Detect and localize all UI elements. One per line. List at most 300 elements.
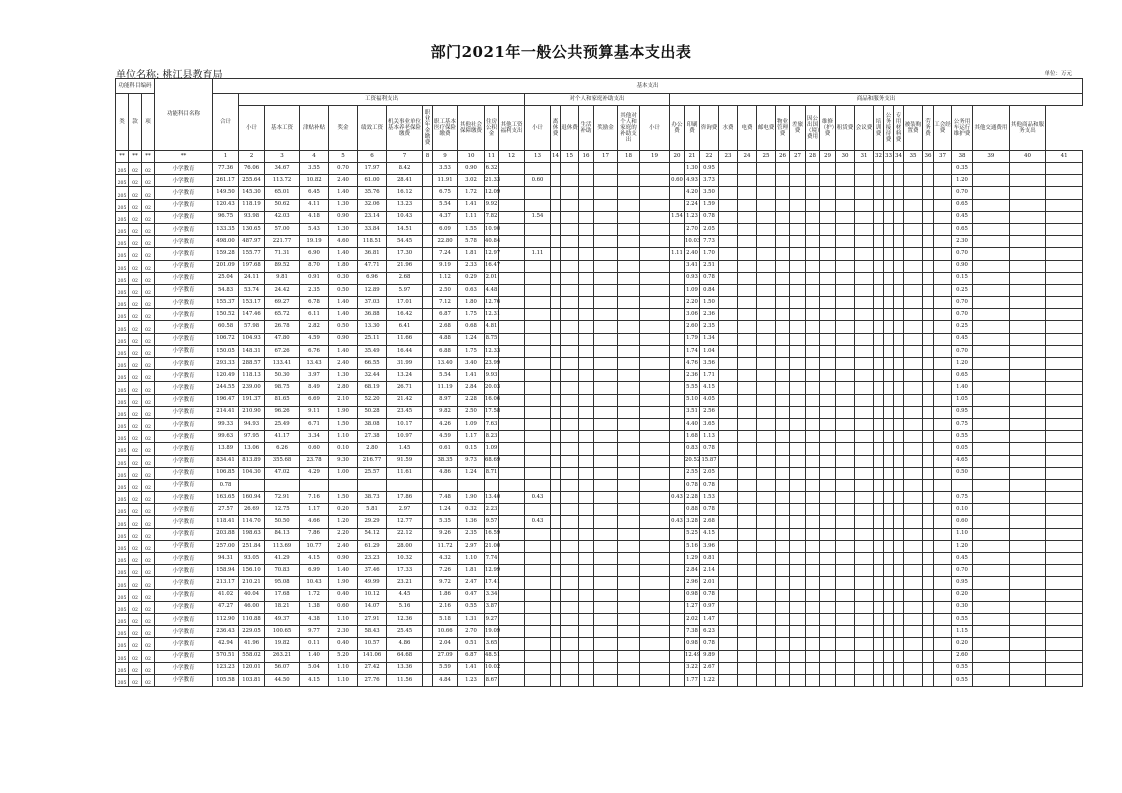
value-cell (820, 601, 836, 613)
value-cell (874, 321, 884, 333)
value-cell (820, 431, 836, 443)
kuan-code: 02 (129, 431, 142, 443)
value-cell (904, 370, 923, 382)
value-cell (618, 553, 640, 565)
value-cell (1046, 577, 1083, 589)
value-cell (1009, 175, 1046, 187)
value-cell: 236.43 (213, 626, 239, 638)
value-cell: 112.90 (213, 613, 239, 625)
value-cell: 0.60 (952, 516, 973, 528)
value-cell: 9.77 (300, 626, 329, 638)
value-cell: 31.99 (387, 358, 423, 370)
value-cell (551, 370, 561, 382)
value-cell: 10.03 (685, 236, 700, 248)
value-cell (579, 626, 594, 638)
func-name-cell: 小学教育 (155, 418, 213, 430)
value-cell (923, 406, 934, 418)
value-cell (738, 321, 757, 333)
value-cell (499, 601, 525, 613)
value-cell: 33.84 (358, 223, 387, 235)
value-cell (579, 443, 594, 455)
lei-code: 205 (116, 467, 129, 479)
value-cell (525, 577, 551, 589)
value-cell: 1.50 (329, 492, 358, 504)
value-cell: 0.88 (685, 504, 700, 516)
value-cell: 0.30 (952, 601, 973, 613)
kuan-code: 02 (129, 406, 142, 418)
value-cell (594, 553, 618, 565)
value-cell (423, 199, 433, 211)
value-cell: 89.52 (265, 260, 300, 272)
value-cell (806, 467, 820, 479)
value-cell (579, 223, 594, 235)
value-cell (1046, 406, 1083, 418)
unit-name: 单位名称: 桃江县教育局 (116, 70, 223, 81)
value-cell: 6.26 (265, 443, 300, 455)
value-cell (738, 163, 757, 175)
value-cell (579, 309, 594, 321)
value-cell (836, 382, 855, 394)
kuan-code: 02 (129, 187, 142, 199)
value-cell (551, 345, 561, 357)
func-name-cell: 小学教育 (155, 394, 213, 406)
value-cell (757, 260, 776, 272)
value-cell: 17.01 (387, 297, 423, 309)
value-cell (923, 516, 934, 528)
lei-code: 205 (116, 236, 129, 248)
value-cell: 3.22 (685, 662, 700, 674)
value-cell (1009, 333, 1046, 345)
value-cell (923, 589, 934, 601)
lei-code: 205 (116, 577, 129, 589)
value-cell (836, 650, 855, 662)
value-cell (1009, 236, 1046, 248)
value-cell (790, 199, 806, 211)
col-header-39: 其他交通费用 (973, 106, 1010, 151)
value-cell (670, 297, 685, 309)
value-cell (579, 382, 594, 394)
value-cell: 0.78 (700, 479, 719, 491)
value-cell: 257.00 (213, 540, 239, 552)
value-cell (640, 418, 670, 430)
value-cell: 48.51 (485, 650, 499, 662)
value-cell (670, 382, 685, 394)
value-cell: 5.97 (387, 284, 423, 296)
value-cell (670, 199, 685, 211)
value-cell: 4.59 (433, 431, 458, 443)
value-cell (806, 601, 820, 613)
value-cell (525, 260, 551, 272)
xiang-code: 02 (142, 163, 155, 175)
value-cell: 27.38 (358, 431, 387, 443)
value-cell: 0.10 (952, 504, 973, 516)
xiang-code: 02 (142, 260, 155, 272)
value-cell: 1.30 (329, 223, 358, 235)
func-name-cell: 小学教育 (155, 236, 213, 248)
value-cell (1046, 565, 1083, 577)
value-cell (855, 406, 874, 418)
value-cell (836, 175, 855, 187)
value-cell (806, 504, 820, 516)
value-cell: 21.33 (485, 175, 499, 187)
value-cell (499, 674, 525, 686)
value-cell: 2.80 (358, 443, 387, 455)
value-cell (884, 382, 894, 394)
value-cell: 6.09 (433, 223, 458, 235)
value-cell: 6.23 (700, 626, 719, 638)
value-cell (757, 163, 776, 175)
value-cell (855, 358, 874, 370)
value-cell: 2.10 (329, 394, 358, 406)
value-cell (757, 272, 776, 284)
value-cell: 1.09 (458, 418, 485, 430)
value-cell (934, 613, 952, 625)
value-cell (579, 553, 594, 565)
value-cell (776, 467, 790, 479)
value-cell (776, 163, 790, 175)
table-row (116, 260, 1083, 272)
value-cell: 25.57 (358, 467, 387, 479)
value-cell: 813.89 (239, 455, 265, 467)
value-cell (973, 613, 1010, 625)
value-cell (525, 589, 551, 601)
xiang-code: 02 (142, 589, 155, 601)
value-cell: 1.77 (685, 674, 700, 686)
value-cell (973, 479, 1010, 491)
value-cell: 10.43 (300, 577, 329, 589)
value-cell (973, 175, 1010, 187)
value-cell: 120.01 (239, 662, 265, 674)
value-cell: 1.34 (700, 333, 719, 345)
lei-code: 205 (116, 479, 129, 491)
value-cell: 17.30 (387, 248, 423, 260)
value-cell (820, 638, 836, 650)
value-cell (1046, 394, 1083, 406)
value-cell (874, 309, 884, 321)
value-cell (806, 589, 820, 601)
value-cell (884, 443, 894, 455)
lei-header: 类 (116, 94, 129, 151)
value-cell (855, 516, 874, 528)
value-cell: 0.78 (685, 479, 700, 491)
value-cell: 0.81 (700, 553, 719, 565)
value-cell (670, 370, 685, 382)
value-cell: 12.97 (485, 248, 499, 260)
value-cell: 4.37 (433, 211, 458, 223)
value-cell: 1.75 (458, 345, 485, 357)
value-cell (499, 613, 525, 625)
value-cell (551, 260, 561, 272)
table-row (116, 211, 1083, 223)
value-cell: 4.40 (685, 418, 700, 430)
value-cell (499, 309, 525, 321)
value-cell (551, 321, 561, 333)
value-cell (836, 467, 855, 479)
xiang-code: 02 (142, 553, 155, 565)
value-cell (776, 626, 790, 638)
value-cell (670, 333, 685, 345)
value-cell (973, 601, 1010, 613)
xiang-code: 02 (142, 223, 155, 235)
value-cell (738, 650, 757, 662)
value-cell (904, 431, 923, 443)
value-cell (738, 358, 757, 370)
value-cell (618, 455, 640, 467)
value-cell: 1.15 (952, 626, 973, 638)
value-cell (1009, 589, 1046, 601)
value-cell (719, 626, 738, 638)
value-cell (855, 297, 874, 309)
value-cell (561, 455, 579, 467)
value-cell (934, 321, 952, 333)
value-cell (499, 577, 525, 589)
value-cell (790, 650, 806, 662)
value-cell: 1.23 (685, 211, 700, 223)
value-cell (670, 321, 685, 333)
value-cell (855, 187, 874, 199)
value-cell: 3.51 (685, 406, 700, 418)
value-cell: 17.41 (485, 577, 499, 589)
value-cell (719, 674, 738, 686)
value-cell (904, 540, 923, 552)
table-row (116, 638, 1083, 650)
value-cell (806, 577, 820, 589)
value-cell (934, 236, 952, 248)
value-cell (1009, 406, 1046, 418)
col-header-32: 培训费 (874, 106, 884, 151)
value-cell (640, 370, 670, 382)
value-cell (820, 223, 836, 235)
value-cell (790, 443, 806, 455)
value-cell: 22.12 (387, 528, 423, 540)
xiang-code: 02 (142, 431, 155, 443)
value-cell (561, 333, 579, 345)
value-cell (757, 309, 776, 321)
value-cell (757, 613, 776, 625)
func-name-cell: 小学教育 (155, 516, 213, 528)
value-cell: 57.98 (239, 321, 265, 333)
value-cell (855, 601, 874, 613)
col-header-23: 水费 (719, 106, 738, 151)
value-cell (1009, 358, 1046, 370)
col-index-31: 31 (855, 151, 874, 163)
value-cell (594, 601, 618, 613)
value-cell: 2.97 (387, 504, 423, 516)
value-cell (670, 272, 685, 284)
value-cell (904, 187, 923, 199)
value-cell (790, 565, 806, 577)
value-cell (738, 638, 757, 650)
value-cell (934, 199, 952, 211)
value-cell (738, 345, 757, 357)
value-cell (1046, 333, 1083, 345)
col-header-37: 工会经费 (934, 106, 952, 151)
value-cell (525, 601, 551, 613)
xiang-code: 02 (142, 650, 155, 662)
value-cell (820, 272, 836, 284)
col-header-3: 基本工资 (265, 106, 300, 151)
value-cell (551, 528, 561, 540)
value-cell (790, 516, 806, 528)
value-cell (934, 370, 952, 382)
value-cell (423, 443, 433, 455)
value-cell (1046, 455, 1083, 467)
value-cell (820, 443, 836, 455)
value-cell (579, 333, 594, 345)
value-cell: 24.42 (265, 284, 300, 296)
value-cell: 0.95 (952, 406, 973, 418)
value-cell: 0.78 (213, 479, 239, 491)
value-cell (594, 272, 618, 284)
col-index-40: 40 (1009, 151, 1046, 163)
value-cell (1046, 358, 1083, 370)
value-cell (640, 284, 670, 296)
value-cell (923, 345, 934, 357)
value-cell (776, 455, 790, 467)
value-cell: 1.10 (952, 528, 973, 540)
kuan-code: 02 (129, 321, 142, 333)
value-cell (874, 297, 884, 309)
lei-code: 205 (116, 443, 129, 455)
value-cell (973, 309, 1010, 321)
value-cell (820, 479, 836, 491)
value-cell: 293.33 (213, 358, 239, 370)
value-cell (738, 443, 757, 455)
value-cell (757, 589, 776, 601)
value-cell (1009, 455, 1046, 467)
value-cell (738, 236, 757, 248)
value-cell: 35.49 (358, 345, 387, 357)
value-cell: 9.72 (433, 577, 458, 589)
value-cell (423, 650, 433, 662)
value-cell: 0.98 (685, 589, 700, 601)
value-cell (776, 638, 790, 650)
value-cell: 1.05 (952, 394, 973, 406)
value-cell (790, 382, 806, 394)
lei-code: 205 (116, 284, 129, 296)
value-cell: 1.54 (525, 211, 551, 223)
value-cell (874, 223, 884, 235)
value-cell (836, 589, 855, 601)
value-cell: 10.43 (387, 211, 423, 223)
value-cell: 54.45 (387, 236, 423, 248)
value-cell (738, 540, 757, 552)
func-name-cell: 小学教育 (155, 589, 213, 601)
value-cell: 96.75 (213, 211, 239, 223)
value-cell (670, 479, 685, 491)
value-cell (894, 260, 904, 272)
value-cell (640, 406, 670, 418)
value-cell: 0.35 (952, 163, 973, 175)
value-cell: 133.41 (265, 358, 300, 370)
value-cell (874, 260, 884, 272)
value-cell (820, 504, 836, 516)
table-row (116, 345, 1083, 357)
value-cell (776, 345, 790, 357)
value-cell (1009, 662, 1046, 674)
value-cell: 197.68 (239, 260, 265, 272)
value-cell: 0.70 (952, 345, 973, 357)
value-cell (855, 431, 874, 443)
value-cell: 6.32 (485, 163, 499, 175)
value-cell (923, 467, 934, 479)
value-cell (594, 321, 618, 333)
value-cell (806, 358, 820, 370)
value-cell: 0.60 (670, 175, 685, 187)
value-cell (738, 199, 757, 211)
value-cell: 2.96 (685, 577, 700, 589)
value-cell: 54.12 (358, 528, 387, 540)
value-cell (934, 309, 952, 321)
value-cell (640, 211, 670, 223)
value-cell (874, 187, 884, 199)
value-cell: 5.16 (685, 540, 700, 552)
value-cell (934, 455, 952, 467)
value-cell (934, 333, 952, 345)
value-cell (904, 175, 923, 187)
value-cell (618, 382, 640, 394)
table-row (116, 565, 1083, 577)
value-cell (923, 650, 934, 662)
value-cell (820, 260, 836, 272)
value-cell (594, 455, 618, 467)
value-cell (855, 223, 874, 235)
value-cell: 2.14 (700, 565, 719, 577)
value-cell (1046, 516, 1083, 528)
value-cell (757, 443, 776, 455)
value-cell: 1.40 (300, 650, 329, 662)
value-cell: 1.29 (685, 553, 700, 565)
value-cell: 229.05 (239, 626, 265, 638)
value-cell: 0.40 (329, 589, 358, 601)
value-cell (525, 431, 551, 443)
value-cell (855, 455, 874, 467)
value-cell (757, 504, 776, 516)
value-cell (561, 601, 579, 613)
value-cell (423, 187, 433, 199)
value-cell: 4.84 (433, 674, 458, 686)
lei-code: 205 (116, 370, 129, 382)
value-cell (618, 626, 640, 638)
value-cell (874, 284, 884, 296)
value-cell (670, 455, 685, 467)
value-cell (934, 479, 952, 491)
value-cell (594, 540, 618, 552)
value-cell: 5.55 (685, 382, 700, 394)
value-cell (836, 297, 855, 309)
value-cell (894, 492, 904, 504)
value-cell: 5.35 (433, 516, 458, 528)
value-cell (836, 284, 855, 296)
func-name-cell: 小学教育 (155, 284, 213, 296)
value-cell (719, 236, 738, 248)
col-index-21: 21 (685, 151, 700, 163)
value-cell: 0.55 (952, 613, 973, 625)
value-cell (1046, 418, 1083, 430)
value-cell: 0.50 (952, 467, 973, 479)
value-cell (904, 309, 923, 321)
value-cell (525, 394, 551, 406)
value-cell (855, 382, 874, 394)
xiang-code: 02 (142, 516, 155, 528)
value-cell (594, 467, 618, 479)
col-index-29: 29 (820, 151, 836, 163)
value-cell (757, 236, 776, 248)
value-cell (551, 163, 561, 175)
lei-code: 205 (116, 211, 129, 223)
col-index-11: 11 (485, 151, 499, 163)
value-cell (423, 662, 433, 674)
